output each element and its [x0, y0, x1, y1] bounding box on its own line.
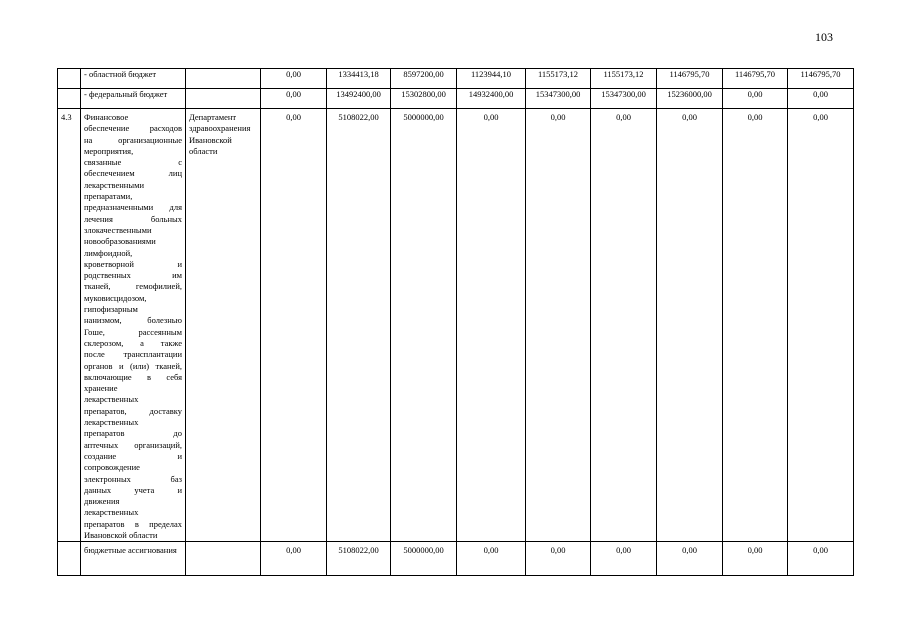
table-row: [58, 89, 854, 109]
amount-cell: 1155173,12: [591, 69, 657, 89]
row-number-cell: 4.3: [58, 109, 81, 542]
item-name-line: аптечных организаций,: [84, 439, 182, 450]
row-number-cell: [58, 69, 81, 89]
amount-cell: 1155173,12: [526, 69, 591, 89]
item-name-line: органов и (или) тканей,: [84, 360, 182, 371]
table-row: [58, 109, 854, 542]
amount-cell: 0,00: [723, 89, 788, 109]
item-name-line: данных учета и: [84, 484, 182, 495]
amount-cell: 0,00: [261, 542, 327, 576]
amount-cell: 1146795,70: [788, 69, 854, 89]
amount-cell: 0,00: [457, 542, 526, 576]
item-name-line: злокачественными: [84, 224, 152, 235]
amount-cell: 0,00: [457, 109, 526, 542]
budget-table: [57, 68, 854, 576]
amount-cell: 14932400,00: [457, 89, 526, 109]
item-name-line: Финансовое: [84, 112, 129, 122]
amount-cell: 5000000,00: [391, 542, 457, 576]
item-name-line: обеспечением лиц: [84, 168, 182, 179]
item-name-line: препаратами,: [84, 191, 133, 202]
item-name-line: после трансплантации: [84, 349, 182, 360]
amount-cell: 15236000,00: [657, 89, 723, 109]
item-name-line: кроветворной и: [84, 258, 182, 269]
item-name-line: связанные с: [84, 157, 182, 168]
amount-cell: 0,00: [526, 542, 591, 576]
amount-cell: 15347300,00: [526, 89, 591, 109]
amount-cell: 5000000,00: [391, 109, 457, 542]
item-name-line: на организационные: [84, 134, 182, 145]
item-name-line: создание и: [84, 450, 182, 461]
item-name-line: лекарственных: [84, 507, 139, 518]
amount-cell: 5108022,00: [327, 542, 391, 576]
amount-cell: 15302800,00: [391, 89, 457, 109]
executor-cell: [186, 89, 261, 109]
amount-cell: 8597200,00: [391, 69, 457, 89]
item-name-line: электронных баз: [84, 473, 182, 484]
amount-cell: 0,00: [723, 109, 788, 542]
item-name-line: предназначенными для: [84, 202, 182, 213]
item-name-line: тканей, гемофилией,: [84, 281, 182, 292]
item-name-line: Гоше, рассеянным: [84, 326, 182, 337]
item-name-line: включающие в себя: [84, 371, 182, 382]
item-name-line: Ивановской области: [84, 529, 158, 540]
item-name-line: обеспечение расходов: [84, 123, 182, 134]
item-name-line: лекарственными: [84, 179, 144, 190]
item-name-line: лекарственных: [84, 394, 139, 405]
amount-cell: 0,00: [788, 89, 854, 109]
amount-cell: 0,00: [657, 542, 723, 576]
item-name-line: нанизмом, болезнью: [84, 315, 182, 326]
amount-cell: 0,00: [261, 109, 327, 542]
item-name-line: препаратов до: [84, 428, 182, 439]
item-name-line: препаратов, доставку: [84, 405, 182, 416]
amount-cell: 1146795,70: [657, 69, 723, 89]
amount-cell: 15347300,00: [591, 89, 657, 109]
item-name-line: муковисцидозом,: [84, 292, 147, 303]
amount-cell: 1123944,10: [457, 69, 526, 89]
row-number-cell: [58, 542, 81, 576]
amount-cell: 0,00: [261, 69, 327, 89]
item-name-line: хранение: [84, 383, 118, 394]
item-name-line: движения: [84, 496, 120, 507]
item-name-cell: - областной бюджет: [81, 69, 186, 89]
item-name-line: гипофизарным: [84, 304, 138, 315]
item-name-line: новообразованиями: [84, 236, 156, 247]
row-number-cell: [58, 89, 81, 109]
amount-cell: 13492400,00: [327, 89, 391, 109]
amount-cell: 0,00: [788, 542, 854, 576]
table-row: [58, 542, 854, 576]
item-name-line: лечения больных: [84, 213, 182, 224]
amount-cell: 1146795,70: [723, 69, 788, 89]
amount-cell: 0,00: [788, 109, 854, 542]
executor-cell: [186, 542, 261, 576]
executor-cell: [186, 69, 261, 89]
item-name-line: лимфоидной,: [84, 247, 133, 258]
amount-cell: 0,00: [591, 109, 657, 542]
item-name-line: сопровождение: [84, 462, 140, 473]
item-name-cell: [81, 109, 186, 542]
amount-cell: 0,00: [526, 109, 591, 542]
item-name-line: склерозом, а также: [84, 337, 182, 348]
amount-cell: 0,00: [591, 542, 657, 576]
amount-cell: 5108022,00: [327, 109, 391, 542]
item-name-cell: бюджетные ассигнования: [81, 542, 186, 576]
amount-cell: 0,00: [657, 109, 723, 542]
item-name-line: лекарственных: [84, 417, 139, 428]
item-name-line: родственных им: [84, 270, 182, 281]
item-name-line: мероприятия,: [84, 145, 134, 156]
item-name-cell: - федеральный бюджет: [81, 89, 186, 109]
item-name-line: препаратов в пределах: [84, 518, 182, 529]
amount-cell: 0,00: [723, 542, 788, 576]
page-number: 103: [815, 30, 833, 44]
executor-cell: Департамент здравоохранения Ивановской области: [186, 109, 261, 542]
table-row: [58, 69, 854, 89]
amount-cell: 0,00: [261, 89, 327, 109]
amount-cell: 1334413,18: [327, 69, 391, 89]
